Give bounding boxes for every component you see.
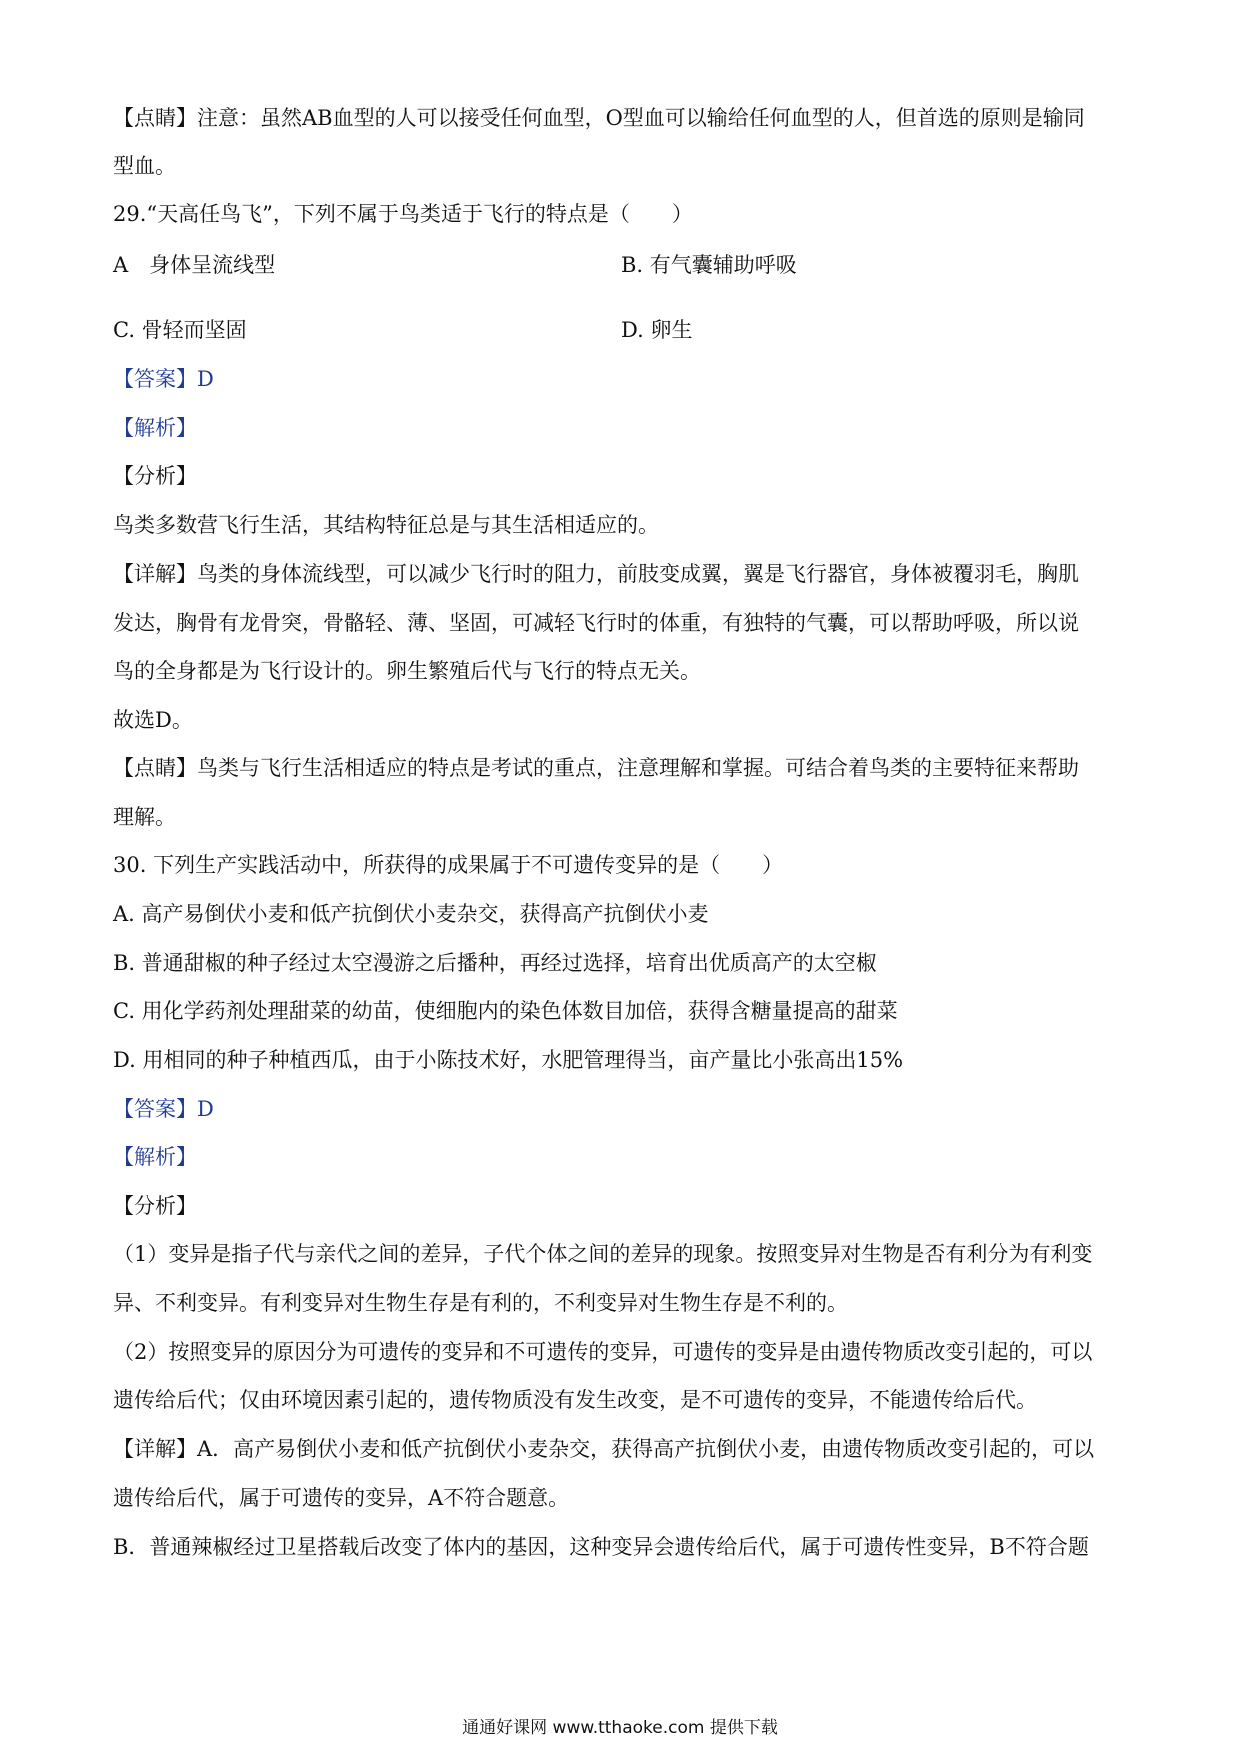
q29-option-c: C. 骨轻而坚固 bbox=[113, 318, 247, 342]
q29-fenxi-heading: 【分析】 bbox=[113, 464, 197, 488]
q29-jiexi-heading: 【解析】 bbox=[113, 416, 197, 440]
q30-detail-line-3: B．普通辣椒经过卫星搭载后改变了体内的基因，这种变异会遗传给后代，属于可遗传性变异，B不符合题 bbox=[113, 1535, 1089, 1559]
q30-jiexi-heading: 【解析】 bbox=[113, 1145, 197, 1169]
q29-conclusion: 故选D。 bbox=[113, 708, 193, 732]
q30-option-c: C. 用化学药剂处理甜菜的幼苗，使细胞内的染色体数目加倍，获得含糖量提高的甜菜 bbox=[113, 999, 898, 1023]
q30-detail-line-1: 【详解】A．高产易倒伏小麦和低产抗倒伏小麦杂交，获得高产抗倒伏小麦，由遗传物质改变引起的，可以 bbox=[113, 1437, 1095, 1461]
q29-detail-line-2: 发达，胸骨有龙骨突，骨骼轻、薄、坚固，可减轻飞行时的体重，有独特的气囊，可以帮助呼吸，所以说 bbox=[113, 611, 1079, 635]
q30-option-d: D. 用相同的种子种植西瓜，由于小陈技术好，水肥管理得当，亩产量比小张高出15% bbox=[113, 1048, 904, 1072]
q29-option-a: A 身体呈流线型 bbox=[113, 253, 276, 277]
q30-analysis-line-2: 异、不利变异。有利变异对生物生存是有利的，不利变异对生物生存是不利的。 bbox=[113, 1291, 848, 1315]
q29-answer: 【答案】D bbox=[113, 367, 214, 391]
q30-analysis-line-3: （2）按照变异的原因分为可遗传的变异和不可遗传的变异，可遗传的变异是由遗传物质改变引起的，可以 bbox=[113, 1340, 1093, 1364]
q30-fenxi-heading: 【分析】 bbox=[113, 1194, 197, 1218]
q29-analysis-text: 鸟类多数营飞行生活，其结构特征总是与其生活相适应的。 bbox=[113, 513, 659, 537]
q30-detail-line-2: 遗传给后代，属于可遗传的变异，A不符合题意。 bbox=[113, 1486, 570, 1510]
q29-option-d: D. 卵生 bbox=[621, 318, 693, 342]
question-30-stem: 30. 下列生产实践活动中，所获得的成果属于不可遗传变异的是（ ） bbox=[113, 853, 784, 877]
dianjing-note-line-2: 型血。 bbox=[113, 154, 176, 178]
q30-answer: 【答案】D bbox=[113, 1097, 214, 1121]
q30-option-b: B. 普通甜椒的种子经过太空漫游之后播种，再经过选择，培育出优质高产的太空椒 bbox=[113, 951, 877, 975]
q30-analysis-line-4: 遗传给后代；仅由环境因素引起的，遗传物质没有发生改变，是不可遗传的变异，不能遗传给后代。 bbox=[113, 1388, 1037, 1412]
q29-option-b: B. 有气囊辅助呼吸 bbox=[621, 253, 797, 277]
q29-dianjing-line-2: 理解。 bbox=[113, 805, 176, 829]
q30-option-a: A. 高产易倒伏小麦和低产抗倒伏小麦杂交，获得高产抗倒伏小麦 bbox=[113, 902, 709, 926]
question-29-stem: 29.“天高任鸟飞”，下列不属于鸟类适于飞行的特点是（ ） bbox=[113, 202, 693, 226]
dianjing-note-line-1: 【点睛】注意：虽然AB血型的人可以接受任何血型，O型血可以输给任何血型的人，但首选的原则是输同 bbox=[113, 106, 1085, 130]
q29-detail-line-1: 【详解】鸟类的身体流线型，可以减少飞行时的阻力，前肢变成翼，翼是飞行器官，身体被覆羽毛，胸肌 bbox=[113, 562, 1079, 586]
footer-source-text: 通通好课网 www.tthaoke.com 提供下载 bbox=[462, 1718, 778, 1738]
q29-dianjing-line-1: 【点睛】鸟类与飞行生活相适应的特点是考试的重点，注意理解和掌握。可结合着鸟类的主要特征来帮助 bbox=[113, 756, 1079, 780]
q30-analysis-line-1: （1）变异是指子代与亲代之间的差异，子代个体之间的差异的现象。按照变异对生物是否有利分为有利变 bbox=[113, 1242, 1093, 1266]
q29-detail-line-3: 鸟的全身都是为飞行设计的。卵生繁殖后代与飞行的特点无关。 bbox=[113, 659, 701, 683]
